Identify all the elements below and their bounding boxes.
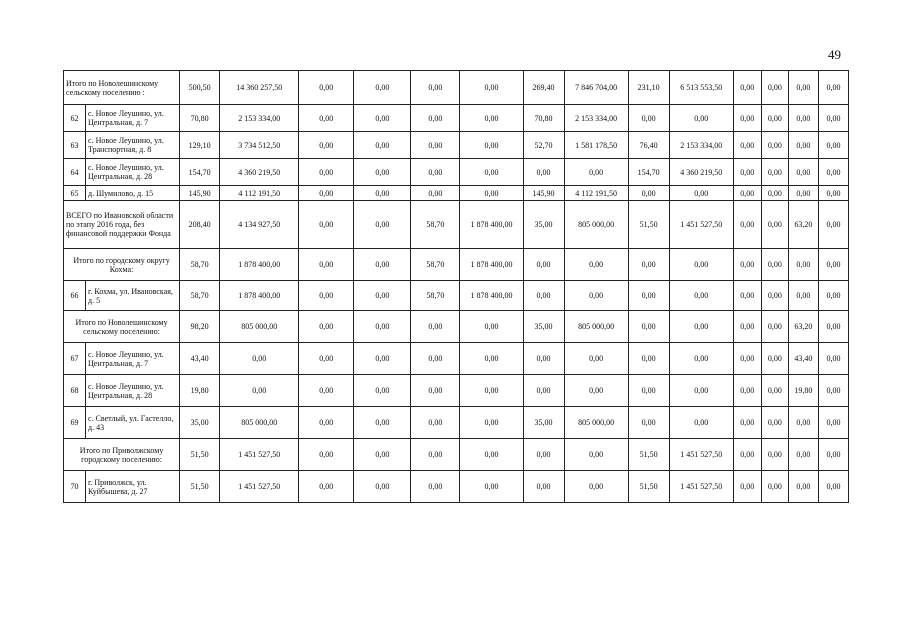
value-cell: 0,00 (733, 105, 761, 132)
value-cell: 805 000,00 (220, 311, 299, 343)
value-cell: 0,00 (818, 159, 848, 186)
value-cell: 0,00 (354, 407, 411, 439)
value-cell: 1 451 527,50 (220, 471, 299, 503)
value-cell: 0,00 (460, 71, 523, 105)
value-cell: 0,00 (761, 249, 788, 281)
value-cell: 0,00 (299, 159, 354, 186)
value-cell: 0,00 (669, 407, 733, 439)
value-cell: 0,00 (733, 201, 761, 249)
table-row (64, 159, 849, 186)
value-cell: 4 360 219,50 (669, 159, 733, 186)
value-cell: 0,00 (299, 132, 354, 159)
value-cell: 805 000,00 (564, 407, 628, 439)
value-cell: 51,50 (180, 439, 220, 471)
value-cell: 19,80 (180, 375, 220, 407)
value-cell: 0,00 (299, 407, 354, 439)
value-cell: 0,00 (628, 407, 669, 439)
value-cell: 0,00 (299, 201, 354, 249)
value-cell: 0,00 (564, 249, 628, 281)
value-cell: 0,00 (788, 186, 818, 201)
value-cell: 0,00 (523, 439, 564, 471)
subtotal-label: Итого по Новолешинскому сельскому поселению: (64, 311, 180, 343)
value-cell: 0,00 (354, 439, 411, 471)
value-cell: 0,00 (460, 343, 523, 375)
value-cell: 0,00 (299, 471, 354, 503)
value-cell: 4 360 219,50 (220, 159, 299, 186)
value-cell: 0,00 (299, 105, 354, 132)
value-cell: 19,80 (788, 375, 818, 407)
value-cell: 58,70 (180, 249, 220, 281)
address-cell: с. Новое Леушино, ул. Транспортная, д. 8 (86, 132, 180, 159)
value-cell: 1 451 527,50 (669, 471, 733, 503)
table-row (64, 375, 849, 407)
value-cell: 0,00 (818, 201, 848, 249)
value-cell: 0,00 (733, 71, 761, 105)
value-cell: 0,00 (523, 471, 564, 503)
value-cell: 35,00 (180, 407, 220, 439)
value-cell: 231,10 (628, 71, 669, 105)
address-cell: с. Светлый, ул. Гастелло, д. 43 (86, 407, 180, 439)
value-cell: 0,00 (299, 375, 354, 407)
value-cell: 0,00 (818, 105, 848, 132)
value-cell: 0,00 (818, 132, 848, 159)
value-cell: 0,00 (733, 343, 761, 375)
value-cell: 0,00 (761, 281, 788, 311)
value-cell: 0,00 (299, 281, 354, 311)
value-cell: 1 878 400,00 (220, 281, 299, 311)
value-cell: 0,00 (460, 159, 523, 186)
value-cell: 0,00 (411, 105, 460, 132)
value-cell: 0,00 (523, 281, 564, 311)
value-cell: 0,00 (460, 439, 523, 471)
value-cell: 0,00 (299, 311, 354, 343)
value-cell: 0,00 (523, 249, 564, 281)
value-cell: 0,00 (788, 439, 818, 471)
value-cell: 0,00 (299, 186, 354, 201)
value-cell: 0,00 (628, 281, 669, 311)
value-cell: 0,00 (818, 311, 848, 343)
value-cell: 0,00 (354, 375, 411, 407)
value-cell: 0,00 (761, 439, 788, 471)
value-cell: 70,80 (180, 105, 220, 132)
subtotal-label: Итого по Приволжскому городскому поселению: (64, 439, 180, 471)
table-row (64, 343, 849, 375)
table-row (64, 132, 849, 159)
value-cell: 0,00 (523, 159, 564, 186)
value-cell: 1 878 400,00 (460, 201, 523, 249)
value-cell: 0,00 (411, 311, 460, 343)
value-cell: 2 153 334,00 (220, 105, 299, 132)
value-cell: 0,00 (761, 186, 788, 201)
value-cell: 0,00 (564, 375, 628, 407)
value-cell: 500,50 (180, 71, 220, 105)
table-row (64, 281, 849, 311)
value-cell: 208,40 (180, 201, 220, 249)
value-cell: 0,00 (299, 71, 354, 105)
value-cell: 7 846 704,00 (564, 71, 628, 105)
value-cell: 0,00 (411, 132, 460, 159)
value-cell: 35,00 (523, 311, 564, 343)
value-cell: 0,00 (788, 407, 818, 439)
value-cell: 0,00 (523, 343, 564, 375)
value-cell: 0,00 (788, 471, 818, 503)
value-cell: 0,00 (354, 343, 411, 375)
page-number: 49 (828, 47, 841, 62)
value-cell: 0,00 (411, 71, 460, 105)
value-cell: 0,00 (669, 105, 733, 132)
value-cell: 0,00 (564, 439, 628, 471)
value-cell: 0,00 (761, 407, 788, 439)
subtotal-row (64, 311, 849, 343)
value-cell: 1 451 527,50 (669, 439, 733, 471)
value-cell: 0,00 (411, 407, 460, 439)
value-cell: 0,00 (761, 343, 788, 375)
value-cell: 0,00 (628, 249, 669, 281)
value-cell: 0,00 (761, 311, 788, 343)
value-cell: 0,00 (818, 343, 848, 375)
value-cell: 0,00 (564, 281, 628, 311)
value-cell: 0,00 (818, 439, 848, 471)
value-cell: 1 878 400,00 (460, 249, 523, 281)
value-cell: 0,00 (354, 105, 411, 132)
value-cell: 805 000,00 (564, 311, 628, 343)
value-cell: 0,00 (354, 471, 411, 503)
value-cell: 0,00 (761, 132, 788, 159)
value-cell: 0,00 (761, 71, 788, 105)
value-cell: 0,00 (818, 281, 848, 311)
value-cell: 0,00 (354, 71, 411, 105)
subtotal-label: ВСЕГО по Ивановской области по этапу 2016 года, без финансовой поддержки Фонда (64, 201, 180, 249)
value-cell: 0,00 (628, 311, 669, 343)
value-cell: 1 878 400,00 (220, 249, 299, 281)
row-number: 67 (64, 343, 86, 375)
value-cell: 0,00 (788, 105, 818, 132)
value-cell: 0,00 (564, 159, 628, 186)
value-cell: 0,00 (354, 159, 411, 186)
value-cell: 0,00 (354, 311, 411, 343)
value-cell: 145,90 (523, 186, 564, 201)
table-row (64, 186, 849, 201)
value-cell: 0,00 (733, 159, 761, 186)
value-cell: 63,20 (788, 201, 818, 249)
value-cell: 0,00 (628, 375, 669, 407)
value-cell: 0,00 (788, 281, 818, 311)
value-cell: 1 451 527,50 (669, 201, 733, 249)
address-cell: г. Кохма, ул. Ивановская, д. 5 (86, 281, 180, 311)
value-cell: 35,00 (523, 407, 564, 439)
value-cell: 0,00 (733, 186, 761, 201)
value-cell: 63,20 (788, 311, 818, 343)
value-cell: 0,00 (299, 249, 354, 281)
value-cell: 3 734 512,50 (220, 132, 299, 159)
row-number: 64 (64, 159, 86, 186)
value-cell: 76,40 (628, 132, 669, 159)
value-cell: 43,40 (180, 343, 220, 375)
value-cell: 2 153 334,00 (564, 105, 628, 132)
value-cell: 0,00 (220, 375, 299, 407)
value-cell: 805 000,00 (220, 407, 299, 439)
value-cell: 0,00 (564, 343, 628, 375)
value-cell: 0,00 (761, 105, 788, 132)
value-cell: 0,00 (628, 186, 669, 201)
value-cell: 0,00 (460, 186, 523, 201)
value-cell: 0,00 (733, 439, 761, 471)
value-cell: 0,00 (669, 249, 733, 281)
row-number: 65 (64, 186, 86, 201)
value-cell: 0,00 (818, 71, 848, 105)
row-number: 62 (64, 105, 86, 132)
value-cell: 0,00 (220, 343, 299, 375)
value-cell: 0,00 (733, 281, 761, 311)
value-cell: 145,90 (180, 186, 220, 201)
value-cell: 0,00 (460, 105, 523, 132)
row-number: 63 (64, 132, 86, 159)
value-cell: 4 134 927,50 (220, 201, 299, 249)
row-number: 66 (64, 281, 86, 311)
value-cell: 0,00 (354, 249, 411, 281)
value-cell: 1 581 178,50 (564, 132, 628, 159)
value-cell: 0,00 (818, 407, 848, 439)
value-cell: 51,50 (180, 471, 220, 503)
value-cell: 14 360 257,50 (220, 71, 299, 105)
value-cell: 52,70 (523, 132, 564, 159)
value-cell: 0,00 (788, 132, 818, 159)
value-cell: 0,00 (818, 375, 848, 407)
value-cell: 70,80 (523, 105, 564, 132)
value-cell: 0,00 (299, 343, 354, 375)
value-cell: 0,00 (354, 132, 411, 159)
value-cell: 0,00 (460, 407, 523, 439)
value-cell: 0,00 (733, 132, 761, 159)
value-cell: 6 513 553,50 (669, 71, 733, 105)
value-cell: 0,00 (733, 249, 761, 281)
row-number: 70 (64, 471, 86, 503)
value-cell: 0,00 (761, 471, 788, 503)
value-cell: 0,00 (411, 471, 460, 503)
value-cell: 0,00 (669, 343, 733, 375)
value-cell: 129,10 (180, 132, 220, 159)
address-cell: г. Приволжск, ул. Куйбышева, д. 27 (86, 471, 180, 503)
table-body (64, 71, 849, 503)
value-cell: 0,00 (669, 311, 733, 343)
value-cell: 0,00 (628, 343, 669, 375)
value-cell: 0,00 (818, 186, 848, 201)
value-cell: 1 878 400,00 (460, 281, 523, 311)
value-cell: 98,20 (180, 311, 220, 343)
value-cell: 51,50 (628, 471, 669, 503)
value-cell: 4 112 191,50 (564, 186, 628, 201)
value-cell: 0,00 (761, 201, 788, 249)
value-cell: 0,00 (564, 471, 628, 503)
table-row (64, 471, 849, 503)
value-cell: 35,00 (523, 201, 564, 249)
value-cell: 1 451 527,50 (220, 439, 299, 471)
value-cell: 51,50 (628, 439, 669, 471)
subtotal-label: Итого по Новолешинскому сельскому поселению : (64, 71, 180, 105)
value-cell: 269,40 (523, 71, 564, 105)
table-row (64, 407, 849, 439)
subtotal-row (64, 201, 849, 249)
value-cell: 0,00 (460, 132, 523, 159)
value-cell: 0,00 (354, 186, 411, 201)
value-cell: 805 000,00 (564, 201, 628, 249)
address-cell: с. Новое Леушино, ул. Центральная, д. 28 (86, 159, 180, 186)
value-cell: 0,00 (411, 439, 460, 471)
table-row (64, 105, 849, 132)
value-cell: 43,40 (788, 343, 818, 375)
value-cell: 0,00 (411, 186, 460, 201)
subtotal-label: Итого по городскому округу Кохма: (64, 249, 180, 281)
value-cell: 0,00 (628, 105, 669, 132)
value-cell: 0,00 (733, 471, 761, 503)
value-cell: 51,50 (628, 201, 669, 249)
subtotal-row (64, 71, 849, 105)
value-cell: 154,70 (628, 159, 669, 186)
row-number: 69 (64, 407, 86, 439)
address-cell: с. Новое Леушино, ул. Центральная, д. 28 (86, 375, 180, 407)
value-cell: 0,00 (788, 159, 818, 186)
value-cell: 0,00 (354, 201, 411, 249)
value-cell: 0,00 (669, 281, 733, 311)
value-cell: 58,70 (180, 281, 220, 311)
value-cell: 0,00 (299, 439, 354, 471)
value-cell: 0,00 (733, 311, 761, 343)
value-cell: 0,00 (411, 159, 460, 186)
value-cell: 0,00 (460, 375, 523, 407)
value-cell: 0,00 (669, 375, 733, 407)
address-cell: д. Шумилово, д. 15 (86, 186, 180, 201)
value-cell: 0,00 (788, 249, 818, 281)
value-cell: 0,00 (761, 375, 788, 407)
value-cell: 58,70 (411, 249, 460, 281)
value-cell: 0,00 (733, 375, 761, 407)
subtotal-row (64, 439, 849, 471)
value-cell: 0,00 (669, 186, 733, 201)
value-cell: 0,00 (523, 375, 564, 407)
value-cell: 0,00 (411, 375, 460, 407)
value-cell: 58,70 (411, 201, 460, 249)
value-cell: 0,00 (411, 343, 460, 375)
value-cell: 58,70 (411, 281, 460, 311)
value-cell: 2 153 334,00 (669, 132, 733, 159)
value-cell: 0,00 (460, 311, 523, 343)
row-number: 68 (64, 375, 86, 407)
address-cell: с. Новое Леушино, ул. Центральная, д. 7 (86, 343, 180, 375)
value-cell: 0,00 (788, 71, 818, 105)
value-cell: 0,00 (818, 249, 848, 281)
value-cell: 0,00 (354, 281, 411, 311)
subtotal-row (64, 249, 849, 281)
housing-program-table (63, 70, 849, 503)
value-cell: 0,00 (761, 159, 788, 186)
value-cell: 154,70 (180, 159, 220, 186)
value-cell: 4 112 191,50 (220, 186, 299, 201)
value-cell: 0,00 (733, 407, 761, 439)
value-cell: 0,00 (818, 471, 848, 503)
value-cell: 0,00 (460, 471, 523, 503)
address-cell: с. Новое Леушино, ул. Центральная, д. 7 (86, 105, 180, 132)
